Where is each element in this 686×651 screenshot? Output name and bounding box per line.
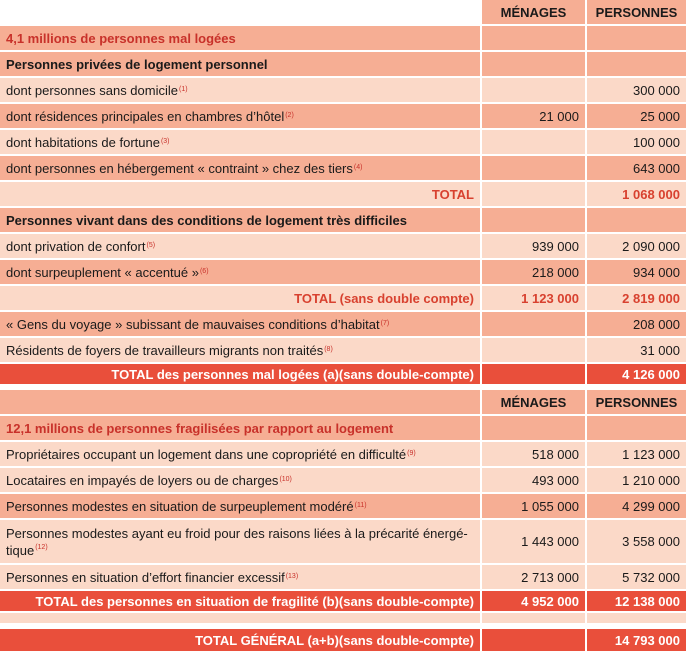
menages-value: 2 713 000 bbox=[482, 565, 585, 589]
section-title-row bbox=[0, 26, 686, 50]
personnes-value: 1 210 000 bbox=[587, 468, 686, 492]
table-row: dont personnes sans domicile (1) 300 000 bbox=[0, 78, 686, 102]
general-total-row bbox=[0, 629, 686, 651]
group-title: Personnes privées de logement personnel bbox=[0, 52, 480, 76]
menages-value: 493 000 bbox=[482, 468, 585, 492]
menages-value: 4 952 000 bbox=[482, 591, 585, 611]
menages-value: 518 000 bbox=[482, 442, 585, 466]
row-label: dont privation de confort bbox=[6, 238, 146, 254]
header-blank bbox=[0, 0, 480, 24]
menages-value: 939 000 bbox=[482, 234, 585, 258]
total-row-b bbox=[0, 591, 686, 611]
menages-value: 21 000 bbox=[482, 104, 585, 128]
row-label: Locataires en impayés de loyers ou de charges bbox=[6, 472, 279, 488]
menages-value bbox=[482, 78, 585, 102]
section-title: 4,1 millions de personnes mal logées bbox=[0, 26, 480, 50]
section-title: 12,1 millions de personnes fragilisées par rapport au logement bbox=[0, 416, 480, 440]
personnes-value: 3 558 000 bbox=[587, 520, 686, 563]
row-label: dont personnes sans domicile bbox=[6, 82, 178, 98]
personnes-value: 1 068 000 bbox=[587, 182, 686, 206]
menages-value bbox=[482, 182, 585, 206]
menages-value: 1 123 000 bbox=[482, 286, 585, 310]
personnes-value: 208 000 bbox=[587, 312, 686, 336]
subtotal-row bbox=[0, 286, 686, 310]
general-total-label: TOTAL GÉNÉRAL (a+b)(sans double-compte) bbox=[0, 629, 480, 651]
menages-value: 1 055 000 bbox=[482, 494, 585, 518]
table-row: dont habitations de fortune (3) 100 000 bbox=[0, 130, 686, 154]
personnes-value: 14 793 000 bbox=[587, 629, 686, 651]
table-row: Locataires en impayés de loyers ou de charges (10) 493 000 1 210 000 bbox=[0, 468, 686, 492]
table-row: Personnes modestes en situation de surpeuplement modéré (11) 1 055 000 4 299 000 bbox=[0, 494, 686, 518]
personnes-value: 4 126 000 bbox=[587, 364, 686, 384]
group-title: Personnes vivant dans des conditions de logement très difficiles bbox=[0, 208, 480, 232]
table-row: « Gens du voyage » subissant de mauvaises conditions d’habitat (7) 208 000 bbox=[0, 312, 686, 336]
menages-value bbox=[482, 312, 585, 336]
header-menages: MÉNAGES bbox=[482, 390, 585, 414]
row-label: Personnes modestes en situation de surpeuplement modéré bbox=[6, 498, 354, 514]
total-label: TOTAL des personnes en situation de fragilité (b)(sans double-compte) bbox=[0, 591, 480, 611]
personnes-value: 25 000 bbox=[587, 104, 686, 128]
personnes-value: 4 299 000 bbox=[587, 494, 686, 518]
menages-value: 218 000 bbox=[482, 260, 585, 284]
subtotal-row bbox=[0, 182, 686, 206]
menages-value: 1 443 000 bbox=[482, 520, 585, 563]
total-label: TOTAL des personnes mal logées (a)(sans double-compte) bbox=[0, 364, 480, 384]
row-label: dont personnes en hébergement « contraint » chez des tiers bbox=[6, 160, 353, 176]
personnes-value: 1 123 000 bbox=[587, 442, 686, 466]
menages-value bbox=[482, 130, 585, 154]
personnes-value: 31 000 bbox=[587, 338, 686, 362]
row-label: « Gens du voyage » subissant de mauvaises conditions d’habitat bbox=[6, 316, 380, 332]
personnes-value: 100 000 bbox=[587, 130, 686, 154]
personnes-value: 643 000 bbox=[587, 156, 686, 180]
row-label: dont résidences principales en chambres d’hôtel bbox=[6, 108, 285, 124]
table-row: dont surpeuplement « accentué » (6) 218 000 934 000 bbox=[0, 260, 686, 284]
table-row: dont privation de confort (5) 939 000 2 090 000 bbox=[0, 234, 686, 258]
menages-value bbox=[482, 364, 585, 384]
personnes-value: 300 000 bbox=[587, 78, 686, 102]
subtotal-label: TOTAL bbox=[0, 182, 480, 206]
group-title-row bbox=[0, 52, 686, 76]
header-personnes: PERSONNES bbox=[587, 0, 686, 24]
footnote-ref: (12) bbox=[35, 544, 48, 552]
row-label: Personnes en situation d’effort financier excessif bbox=[6, 569, 285, 585]
table-row: Résidents de foyers de travailleurs migrants non traités (8) 31 000 bbox=[0, 338, 686, 362]
personnes-value: 5 732 000 bbox=[587, 565, 686, 589]
header-menages: MÉNAGES bbox=[482, 0, 585, 24]
spacer-row bbox=[0, 613, 686, 623]
menages-value bbox=[482, 629, 585, 651]
subtotal-label: TOTAL (sans double compte) bbox=[0, 286, 480, 310]
group-title-row bbox=[0, 208, 686, 232]
header-blank bbox=[0, 390, 480, 414]
column-header-row bbox=[0, 0, 686, 24]
row-label: dont habitations de fortune bbox=[6, 134, 160, 150]
header-personnes: PERSONNES bbox=[587, 390, 686, 414]
personnes-value: 2 090 000 bbox=[587, 234, 686, 258]
section-title-row bbox=[0, 416, 686, 440]
column-header-row bbox=[0, 390, 686, 414]
row-label: Propriétaires occupant un logement dans une copropriété en difficulté bbox=[6, 446, 407, 462]
row-label: dont surpeuplement « accentué » bbox=[6, 264, 199, 280]
table-row: dont personnes en hébergement « contraint » chez des tiers (4) 643 000 bbox=[0, 156, 686, 180]
menages-value bbox=[482, 156, 585, 180]
personnes-value: 934 000 bbox=[587, 260, 686, 284]
table-row: dont résidences principales en chambres d’hôtel (2) 21 000 25 000 bbox=[0, 104, 686, 128]
table-row: Propriétaires occupant un logement dans une copropriété en difficulté (9) 518 000 1 123 000 bbox=[0, 442, 686, 466]
row-label: Personnes modestes ayant eu froid pour des raisons liées à la précarité énergé-tique bbox=[6, 525, 468, 558]
row-label: Résidents de foyers de travailleurs migrants non traités bbox=[6, 342, 324, 358]
menages-value bbox=[482, 338, 585, 362]
total-row-a bbox=[0, 364, 686, 384]
table-row bbox=[0, 520, 686, 563]
personnes-value: 2 819 000 bbox=[587, 286, 686, 310]
personnes-value: 12 138 000 bbox=[587, 591, 686, 611]
table-row: Personnes en situation d’effort financier excessif (13) 2 713 000 5 732 000 bbox=[0, 565, 686, 589]
